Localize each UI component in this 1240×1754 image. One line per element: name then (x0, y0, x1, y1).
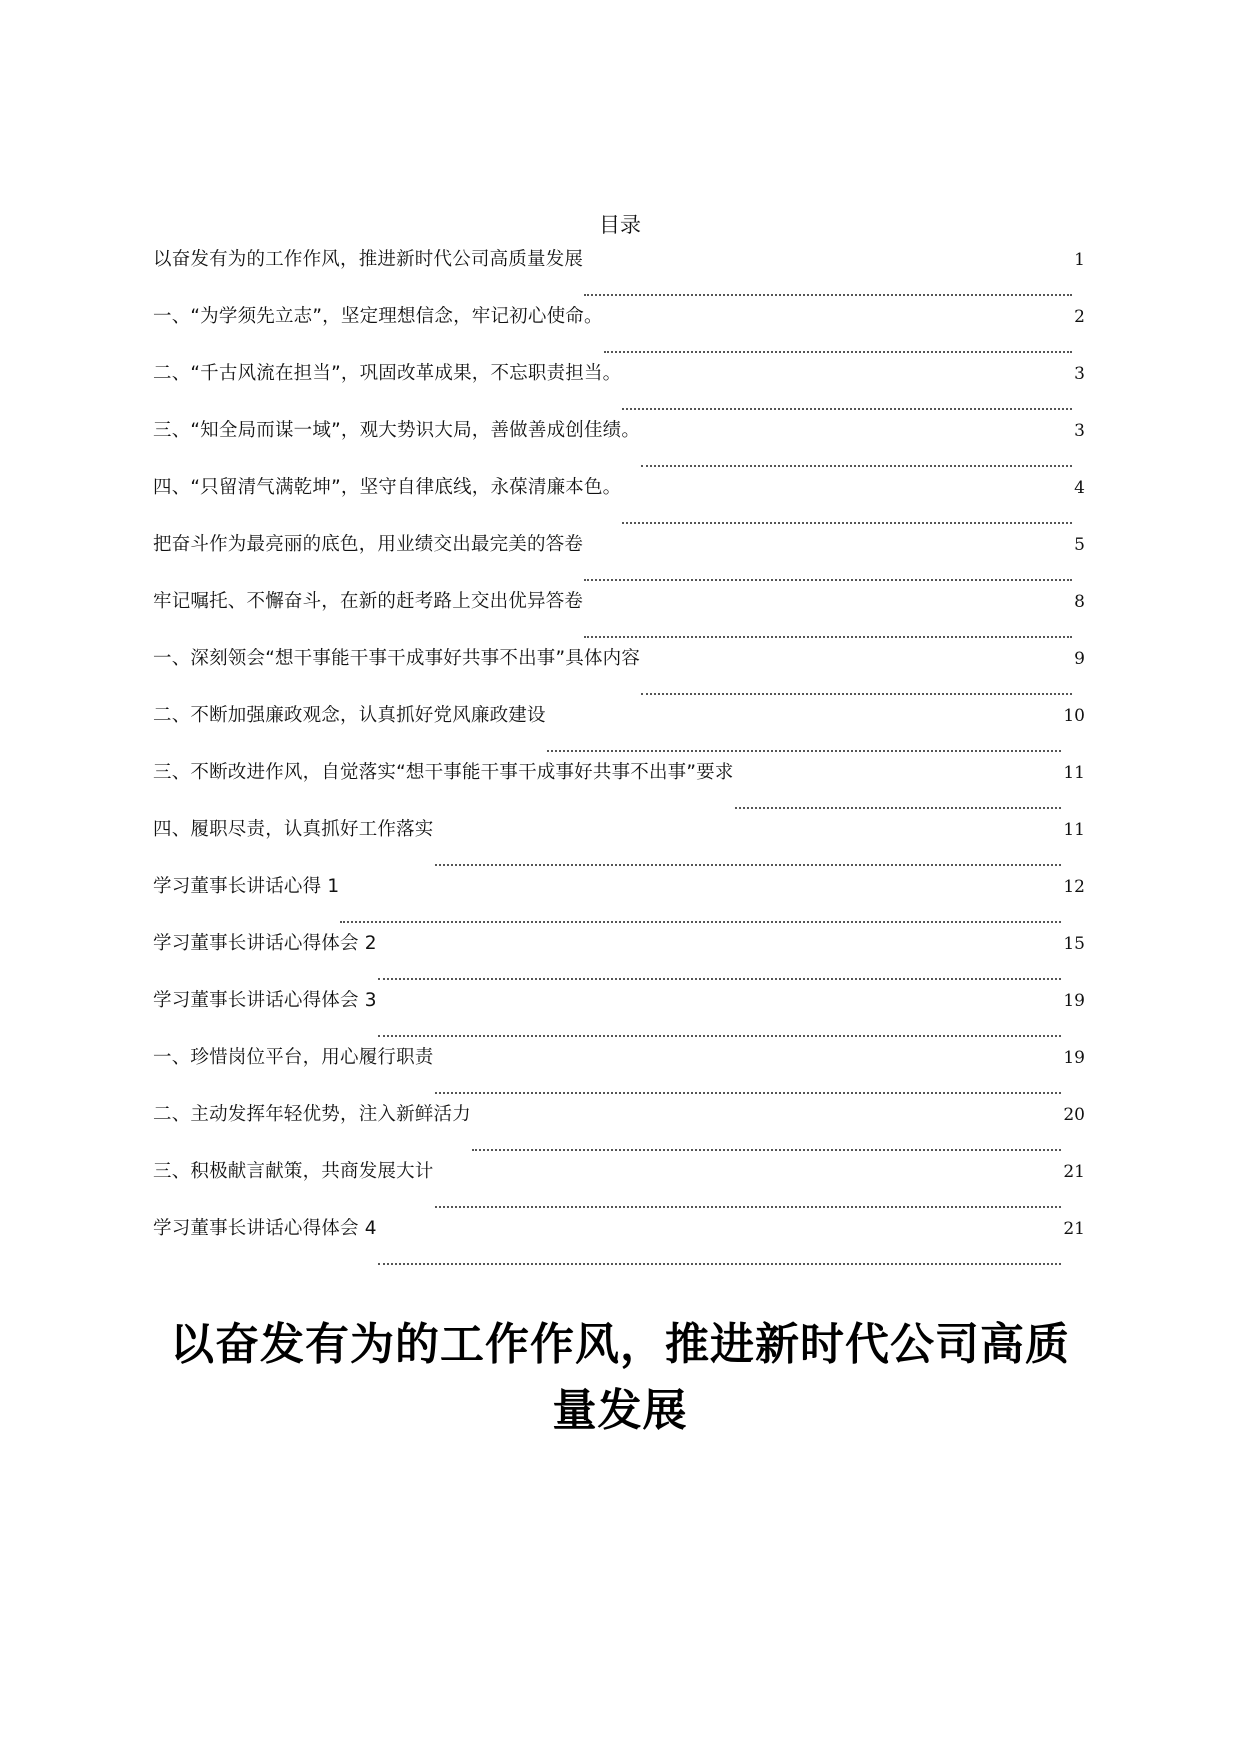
toc-entry-page: 10 (1063, 706, 1085, 726)
toc-entry-page: 2 (1074, 307, 1085, 327)
toc-entry[interactable] (153, 646, 1085, 703)
dot-leader (340, 921, 1061, 923)
dot-leader (641, 465, 1072, 467)
dot-leader (604, 351, 1073, 353)
toc-entry-label: 学习董事长讲话心得体会 3 (153, 990, 377, 1011)
toc-entry-page: 21 (1063, 1162, 1085, 1182)
toc-entry-label: 一、“为学须先立志”，坚定理想信念，牢记初心使命。 (153, 306, 603, 327)
toc-entry-label: 三、“知全局而谋一域”，观大势识大局，善做善成创佳绩。 (153, 420, 641, 441)
toc-entry-page: 21 (1063, 1219, 1085, 1239)
table-of-contents (153, 247, 1085, 1273)
toc-entry[interactable] (153, 361, 1085, 418)
dot-leader (378, 1263, 1062, 1265)
toc-entry-label: 以奋发有为的工作作风，推进新时代公司高质量发展 (153, 249, 584, 270)
toc-entry[interactable] (153, 1102, 1085, 1159)
toc-entry-page: 11 (1063, 820, 1085, 840)
toc-entry[interactable] (153, 988, 1085, 1045)
dot-leader (378, 1035, 1062, 1037)
dot-leader (735, 807, 1062, 809)
toc-entry-page: 11 (1063, 763, 1085, 783)
toc-entry-label: 三、积极献言献策，共商发展大计 (153, 1161, 434, 1182)
toc-entry-label: 三、不断改进作风，自觉落实“想干事能干事干成事好共事不出事”要求 (153, 762, 734, 783)
dot-leader (622, 522, 1072, 524)
dot-leader (622, 408, 1072, 410)
dot-leader (547, 750, 1062, 752)
toc-entry-label: 二、主动发挥年轻优势，注入新鲜活力 (153, 1104, 471, 1125)
toc-entry[interactable] (153, 589, 1085, 646)
toc-entry-page: 1 (1074, 250, 1085, 270)
dot-leader (472, 1149, 1061, 1151)
toc-entry-page: 3 (1074, 421, 1085, 441)
toc-entry-label: 把奋斗作为最亮丽的底色，用业绩交出最完美的答卷 (153, 534, 584, 555)
dot-leader (641, 693, 1072, 695)
toc-entry-page: 5 (1074, 535, 1085, 555)
dot-leader (584, 636, 1072, 638)
toc-entry-page: 19 (1063, 991, 1085, 1011)
toc-entry[interactable] (153, 418, 1085, 475)
heading-line-2: 量发展 (552, 1385, 688, 1437)
toc-entry-label: 二、“千古风流在担当”，巩固改革成果，不忘职责担当。 (153, 363, 622, 384)
toc-entry[interactable] (153, 760, 1085, 817)
dot-leader (435, 1206, 1062, 1208)
toc-entry-label: 牢记嘱托、不懈奋斗，在新的赶考路上交出优异答卷 (153, 591, 584, 612)
toc-entry-label: 四、“只留清气满乾坤”，坚守自律底线，永葆清廉本色。 (153, 477, 622, 498)
toc-entry[interactable] (153, 703, 1085, 760)
toc-entry[interactable] (153, 817, 1085, 874)
toc-entry-label: 一、深刻领会“想干事能干事干成事好共事不出事”具体内容 (153, 648, 641, 669)
toc-entry[interactable] (153, 931, 1085, 988)
toc-entry-page: 15 (1063, 934, 1085, 954)
toc-entry-page: 4 (1074, 478, 1085, 498)
toc-entry-label: 学习董事长讲话心得体会 2 (153, 933, 377, 954)
toc-entry-label: 二、不断加强廉政观念，认真抓好党风廉政建设 (153, 705, 546, 726)
toc-entry-label: 学习董事长讲话心得体会 4 (153, 1218, 377, 1239)
toc-entry[interactable] (153, 874, 1085, 931)
toc-entry-label: 一、珍惜岗位平台，用心履行职责 (153, 1047, 434, 1068)
toc-entry[interactable] (153, 1045, 1085, 1102)
toc-entry-page: 19 (1063, 1048, 1085, 1068)
dot-leader (584, 294, 1072, 296)
dot-leader (584, 579, 1072, 581)
toc-entry-page: 8 (1074, 592, 1085, 612)
toc-entry[interactable] (153, 247, 1085, 304)
toc-title: 目录 (599, 213, 641, 237)
toc-entry-label: 学习董事长讲话心得 1 (153, 876, 340, 897)
toc-entry-label: 四、履职尽责，认真抓好工作落实 (153, 819, 434, 840)
dot-leader (378, 978, 1062, 980)
toc-entry[interactable] (153, 1159, 1085, 1216)
heading-line-1: 以奋发有为的工作作风，推进新时代公司高质 (170, 1319, 1070, 1371)
toc-entry-page: 3 (1074, 364, 1085, 384)
document-heading (150, 1312, 1090, 1444)
toc-entry[interactable] (153, 1216, 1085, 1273)
dot-leader (435, 1092, 1062, 1094)
toc-entry-page: 20 (1063, 1105, 1085, 1125)
dot-leader (435, 864, 1062, 866)
toc-entry-page: 12 (1063, 877, 1085, 897)
toc-entry-page: 9 (1074, 649, 1085, 669)
toc-entry[interactable] (153, 532, 1085, 589)
toc-entry[interactable] (153, 304, 1085, 361)
toc-entry[interactable] (153, 475, 1085, 532)
